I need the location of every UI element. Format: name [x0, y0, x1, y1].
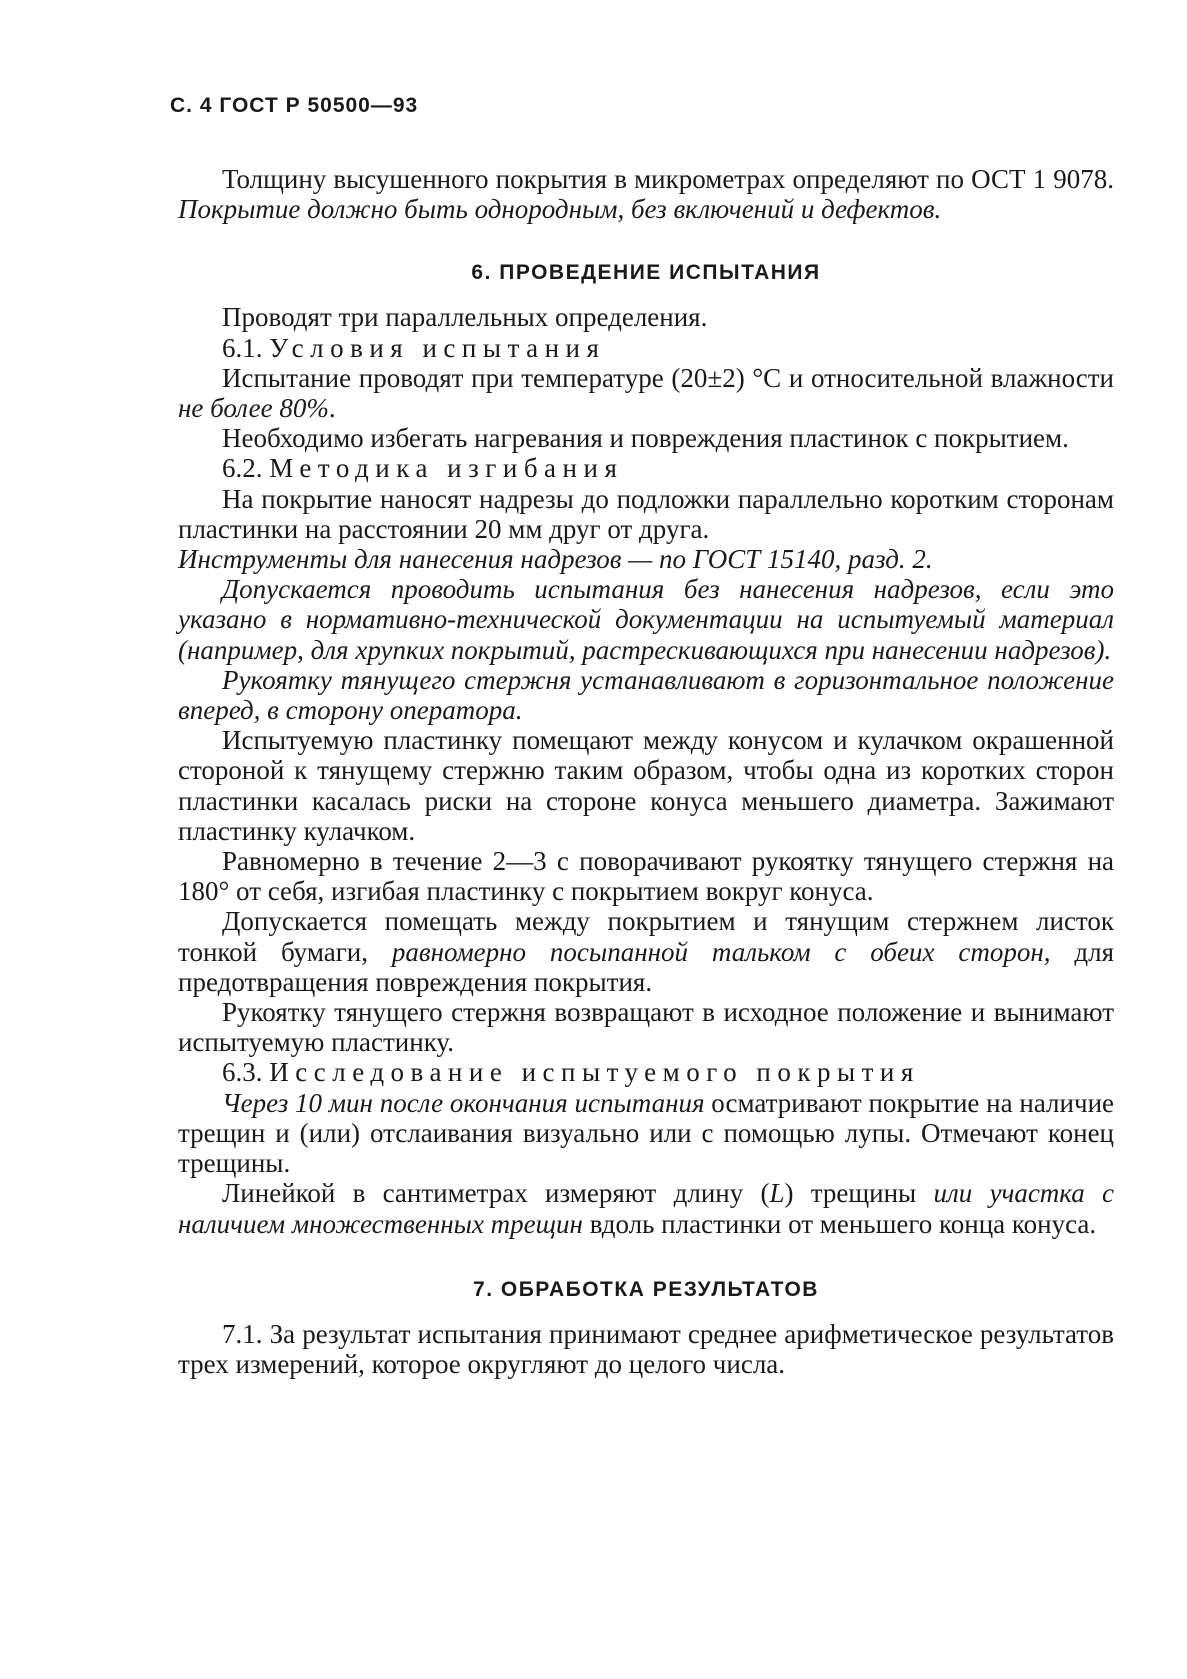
- paragraph-italic-text: равномерно посыпанной тальком с обеих сторон,: [391, 936, 1051, 967]
- section-7-heading: 7. ОБРАБОТКА РЕЗУЛЬТАТОВ: [473, 1277, 819, 1301]
- paragraph-text: осматривают покрытие на наличие трещин и (или) отслаивания визуально или с помощью лупы. Отмечают конец трещины.: [178, 1087, 1114, 1179]
- s6-paragraph-8: Испытуемую пластинку помещают между конусом и кулачком окрашенной стороной к тянущему стержню таким образом, чтобы одна из коротких сторон пластинки касалась риски на стороне конуса меньшего диаметра. Зажимают пластинку кулачком.: [178, 725, 1114, 846]
- paragraph-italic-text: Через 10 мин после окончания испытания: [222, 1087, 705, 1118]
- s6-paragraph-10: [178, 906, 1114, 997]
- document-body: [178, 164, 1114, 1379]
- s6-paragraph-13: [178, 1178, 1114, 1238]
- paragraph-text: Допускается помещать между покрытием и тянущим стержнем листок тонкой бумаги,: [178, 906, 1114, 967]
- s6-paragraph-6: [178, 574, 1114, 665]
- paragraph-text: Испытание проводят при температуре (20±2) °С и относительной влажности: [222, 362, 1114, 393]
- running-head: С. 4 ГОСТ Р 50500—93: [170, 94, 419, 117]
- section-6-heading: 6. ПРОВЕДЕНИЕ ИСПЫТАНИЯ: [471, 261, 821, 285]
- s6-paragraph-3: Необходимо избегать нагревания и повреждения пластинок с покрытием.: [222, 423, 1069, 454]
- intro-italic-text: Покрытие должно быть однородным, без включений и дефектов.: [178, 194, 942, 225]
- subsection-number: 6.3.: [222, 1057, 270, 1088]
- s6-paragraph-2: [178, 363, 1114, 423]
- subsection-6-3-heading: [178, 1057, 1114, 1087]
- intro-paragraph: [178, 164, 1114, 224]
- variable-L: L: [769, 1178, 785, 1209]
- paragraph-text: для предотвращения повреждения покрытия.: [178, 936, 1114, 997]
- subsection-number: 6.1.: [222, 332, 270, 363]
- subsection-title: Условия испытания: [269, 332, 606, 363]
- s6-paragraph-7: [178, 665, 1114, 725]
- subsection-title: Исследование испытуемого покрытия: [269, 1057, 920, 1088]
- paragraph-italic-text: Инструменты для нанесения надрезов — по ГОСТ 15140, разд. 2.: [178, 544, 933, 575]
- s6-paragraph-1: Проводят три параллельных определения.: [222, 302, 708, 333]
- intro-text: Толщину высушенного покрытия в микрометрах определяют по ОСТ 1 9078.: [222, 164, 1114, 194]
- s6-paragraph-5: [178, 544, 1114, 574]
- s6-paragraph-4: На покрытие наносят надрезы до подложки параллельно коротким сторонам пластинки на расстоянии 20 мм друг от друга.: [178, 483, 1114, 544]
- subsection-title: Методика изгибания: [269, 453, 624, 484]
- paragraph-italic-text: не более 80%: [178, 393, 329, 424]
- subsection-number: 6.2.: [222, 453, 270, 484]
- subsection-6-2-heading: [178, 453, 1114, 483]
- subsection-6-1-heading: [178, 333, 1114, 363]
- paragraph-italic-text: Допускается проводить испытания без нанесения надрезов, если это указано в нормативно-технической документации на испытуемый материал (например, для хрупких покрытий, растрескивающихся при нанесении надрезов).: [178, 574, 1114, 665]
- paragraph-text: .: [328, 393, 336, 424]
- paragraph-text: ) трещины: [784, 1178, 934, 1209]
- paragraph-text: Линейкой в сантиметрах измеряют длину (: [222, 1178, 770, 1209]
- s6-paragraph-12: [178, 1088, 1114, 1179]
- s6-paragraph-11: Рукоятку тянущего стержня возвращают в исходное положение и вынимают испытуемую пластинку.: [178, 997, 1114, 1058]
- s7-paragraph-1: 7.1. За результат испытания принимают среднее арифметическое результатов трех измерений, которое округляют до целого числа.: [178, 1318, 1114, 1379]
- paragraph-italic-text: Рукоятку тянущего стержня устанавливают в горизонтальное положение вперед, в сторону оператора.: [178, 664, 1114, 726]
- paragraph-text: вдоль пластинки от меньшего конца конуса.: [582, 1208, 1097, 1239]
- paragraph-italic-text: или участка с наличием множественных трещин: [178, 1178, 1115, 1239]
- s6-paragraph-9: Равномерно в течение 2—3 с поворачивают рукоятку тянущего стержня на 180° от себя, изгибая пластинку с покрытием вокруг конуса.: [178, 846, 1114, 907]
